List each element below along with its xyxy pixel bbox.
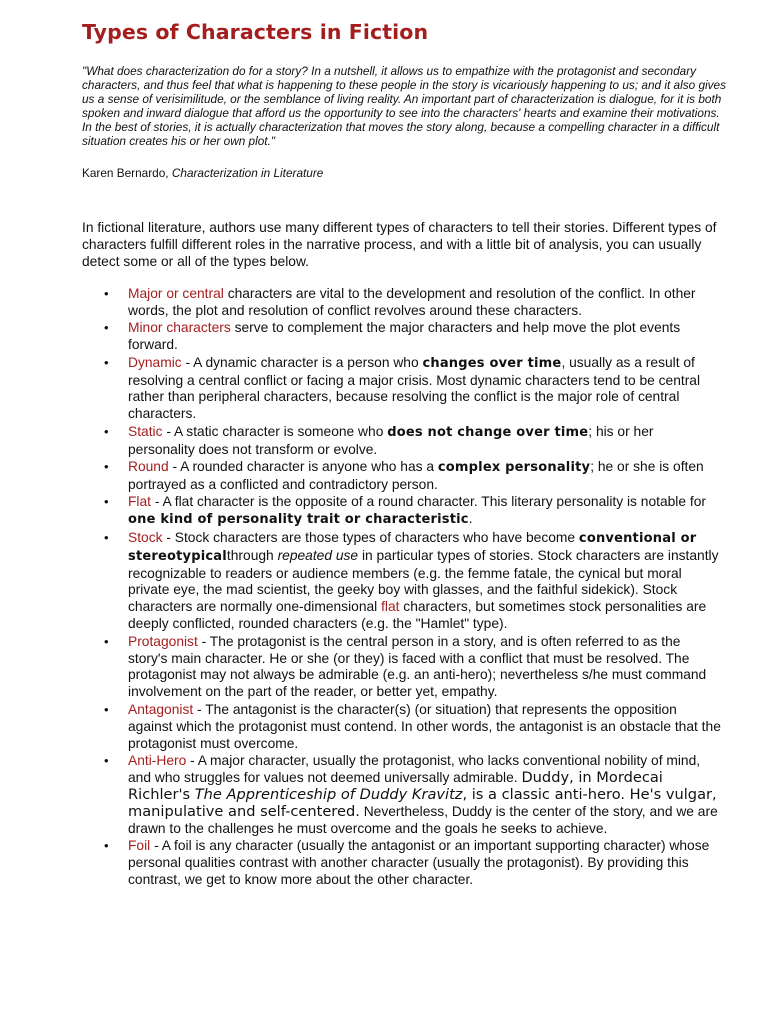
list-item-static bbox=[82, 424, 722, 459]
list-item-minor bbox=[82, 320, 722, 354]
attribution-separator: , bbox=[165, 166, 172, 180]
term-antagonist: Antagonist bbox=[128, 701, 194, 717]
desc-static-1: - A static character is someone who bbox=[162, 423, 388, 439]
bullet-icon: • bbox=[104, 286, 109, 301]
desc-protagonist: - The protagonist is the central person in a story, and is often referred to as the story's main character. He or she (or they) is faced with a conflict that must be resolved. The protagonist may not always be admirable (e.g. an anti-hero); nevertheless s/he must command involvement on the part of the reader, or better yet, empathy. bbox=[128, 633, 707, 700]
desc-antihero-1: - A major character, usually the protagonist, who lacks conventional nobility of mind, and who struggles for values not deemed universally admirable. bbox=[128, 752, 701, 785]
epigraph-quote: "What does characterization do for a story? In a nutshell, it allows us to empathize with the protagonist and secondary characters, and thus feel that what is happening to these people in the story is vicariously happening to us; and it also gives us a sense of verisimilitude, or the semblance of living reality. An important part of characterization is dialogue, for it is both spoken and inward dialogue that afford us the opportunity to see into the characters' hearts and examine their motivations. In the best of stories, it is actually characterization that moves the story along, because a compelling character in a difficult situation creates his or her own plot." bbox=[82, 64, 726, 148]
bullet-icon: • bbox=[104, 494, 109, 510]
bullet-icon: • bbox=[104, 423, 109, 439]
list-item-major bbox=[82, 286, 722, 320]
emphasis-static: does not change over time bbox=[387, 424, 589, 440]
list-item-foil bbox=[82, 838, 722, 889]
list-item-antihero bbox=[82, 753, 722, 838]
desc-stock-1: - Stock characters are those types of characters who have become bbox=[162, 529, 579, 545]
list-item-round bbox=[82, 459, 722, 494]
example-antihero-2: , is a classic anti-hero. He's vulgar, manipulative and self-centered. bbox=[128, 785, 717, 820]
bullet-icon: • bbox=[104, 838, 109, 853]
desc-round-1: - A rounded character is anyone who has a bbox=[168, 459, 438, 475]
list-item-stock bbox=[82, 530, 722, 633]
emphasis-flat: one kind of personality trait or characteristic bbox=[128, 512, 469, 528]
desc-stock-4: characters, but sometimes stock personalities are deeply conflicted, rounded characters (e.g. the "Hamlet" type). bbox=[128, 599, 707, 632]
emphasis-round: complex personality bbox=[437, 460, 591, 476]
desc-flat-1: - A flat character is the opposite of a round character. This literary personality is notable for bbox=[151, 494, 706, 510]
quote-attribution bbox=[82, 166, 323, 180]
desc-stock-2: through bbox=[226, 547, 278, 563]
desc-dynamic-1: - A dynamic character is a person who bbox=[181, 354, 423, 370]
bullet-icon: • bbox=[104, 701, 109, 717]
character-types-list bbox=[82, 286, 722, 889]
desc-static-2: ; his or her personality does not transform or evolve. bbox=[128, 423, 654, 457]
desc-antihero-2: Nevertheless, Duddy is the center of the story, and we are drawn to the challenges he must overcome and the goals he seeks to achieve. bbox=[128, 803, 718, 836]
italic-stock: repeated use bbox=[277, 547, 359, 563]
page-title: Types of Characters in Fiction bbox=[82, 20, 429, 44]
emphasis-stock: conventional or stereotypical bbox=[128, 530, 697, 564]
desc-flat-2: . bbox=[468, 511, 473, 527]
term-minor: Minor characters bbox=[128, 320, 231, 336]
desc-major: characters are vital to the development and resolution of the conflict. In other words, the plot and resolution of conflict revolves around these characters. bbox=[128, 286, 696, 318]
term-dynamic: Dynamic bbox=[128, 354, 182, 370]
term-stock-flat: flat bbox=[381, 599, 400, 615]
term-flat: Flat bbox=[128, 494, 151, 510]
list-item-protagonist bbox=[82, 634, 722, 702]
bullet-icon: • bbox=[104, 529, 109, 545]
term-foil: Foil bbox=[128, 838, 151, 853]
list-item-dynamic bbox=[82, 355, 722, 424]
list-item-flat bbox=[82, 494, 722, 529]
bullet-icon: • bbox=[104, 459, 109, 475]
desc-minor: serve to complement the major characters and help move the plot events forward. bbox=[128, 320, 681, 353]
term-protagonist: Protagonist bbox=[128, 633, 198, 649]
bullet-icon: • bbox=[104, 354, 109, 370]
attribution-book: Characterization in Literature bbox=[171, 166, 324, 180]
example-antihero-book: The Apprenticeship of Duddy Kravitz bbox=[194, 785, 463, 803]
term-round: Round bbox=[128, 459, 169, 475]
desc-antagonist: - The antagonist is the character(s) (or situation) that represents the opposition against which the protagonist must contend. In other words, the antagonist is an obstacle that the protagonist must overcome. bbox=[128, 701, 721, 751]
emphasis-dynamic: changes over time bbox=[422, 355, 562, 371]
desc-stock-3: in particular types of stories. Stock characters are instantly recognizable to readers or audience members (e.g. the femme fatale, the cynical but moral private eye, the mad scientist, the geeky boy with glasses, and the faithful sidekick). Stock characters are normally one-dimensional bbox=[128, 547, 719, 615]
list-item-antagonist bbox=[82, 702, 722, 753]
bullet-icon: • bbox=[104, 752, 109, 768]
term-static: Static bbox=[128, 423, 163, 439]
term-antihero: Anti-Hero bbox=[128, 752, 187, 768]
intro-paragraph: In fictional literature, authors use many different types of characters to tell their stories. Different types of characters fulfill different roles in the narrative process, and with a little bit of analysis, you can usually detect some or all of the types below. bbox=[82, 220, 717, 269]
desc-round-2: ; he or she is often portrayed as a conflicted and contradictory person. bbox=[128, 459, 704, 492]
term-stock: Stock bbox=[128, 529, 163, 545]
attribution-author: Karen Bernardo bbox=[82, 166, 166, 180]
bullet-icon: • bbox=[104, 320, 109, 336]
desc-dynamic-2: , usually as a result of resolving a central conflict or facing a major crisis. Most dynamic characters tend to be central rather than peripheral characters, because resolving the conflict is the major role of central characters. bbox=[128, 354, 701, 422]
bullet-icon: • bbox=[104, 633, 109, 649]
term-major: Major or central bbox=[128, 286, 224, 301]
desc-foil: - A foil is any character (usually the antagonist or an important supporting character) whose personal qualities contrast with another character (usually the protagonist). By providing this contrast, we get to know more about the other character. bbox=[128, 838, 710, 887]
example-antihero-1: Duddy, in Mordecai Richler's bbox=[128, 768, 663, 803]
